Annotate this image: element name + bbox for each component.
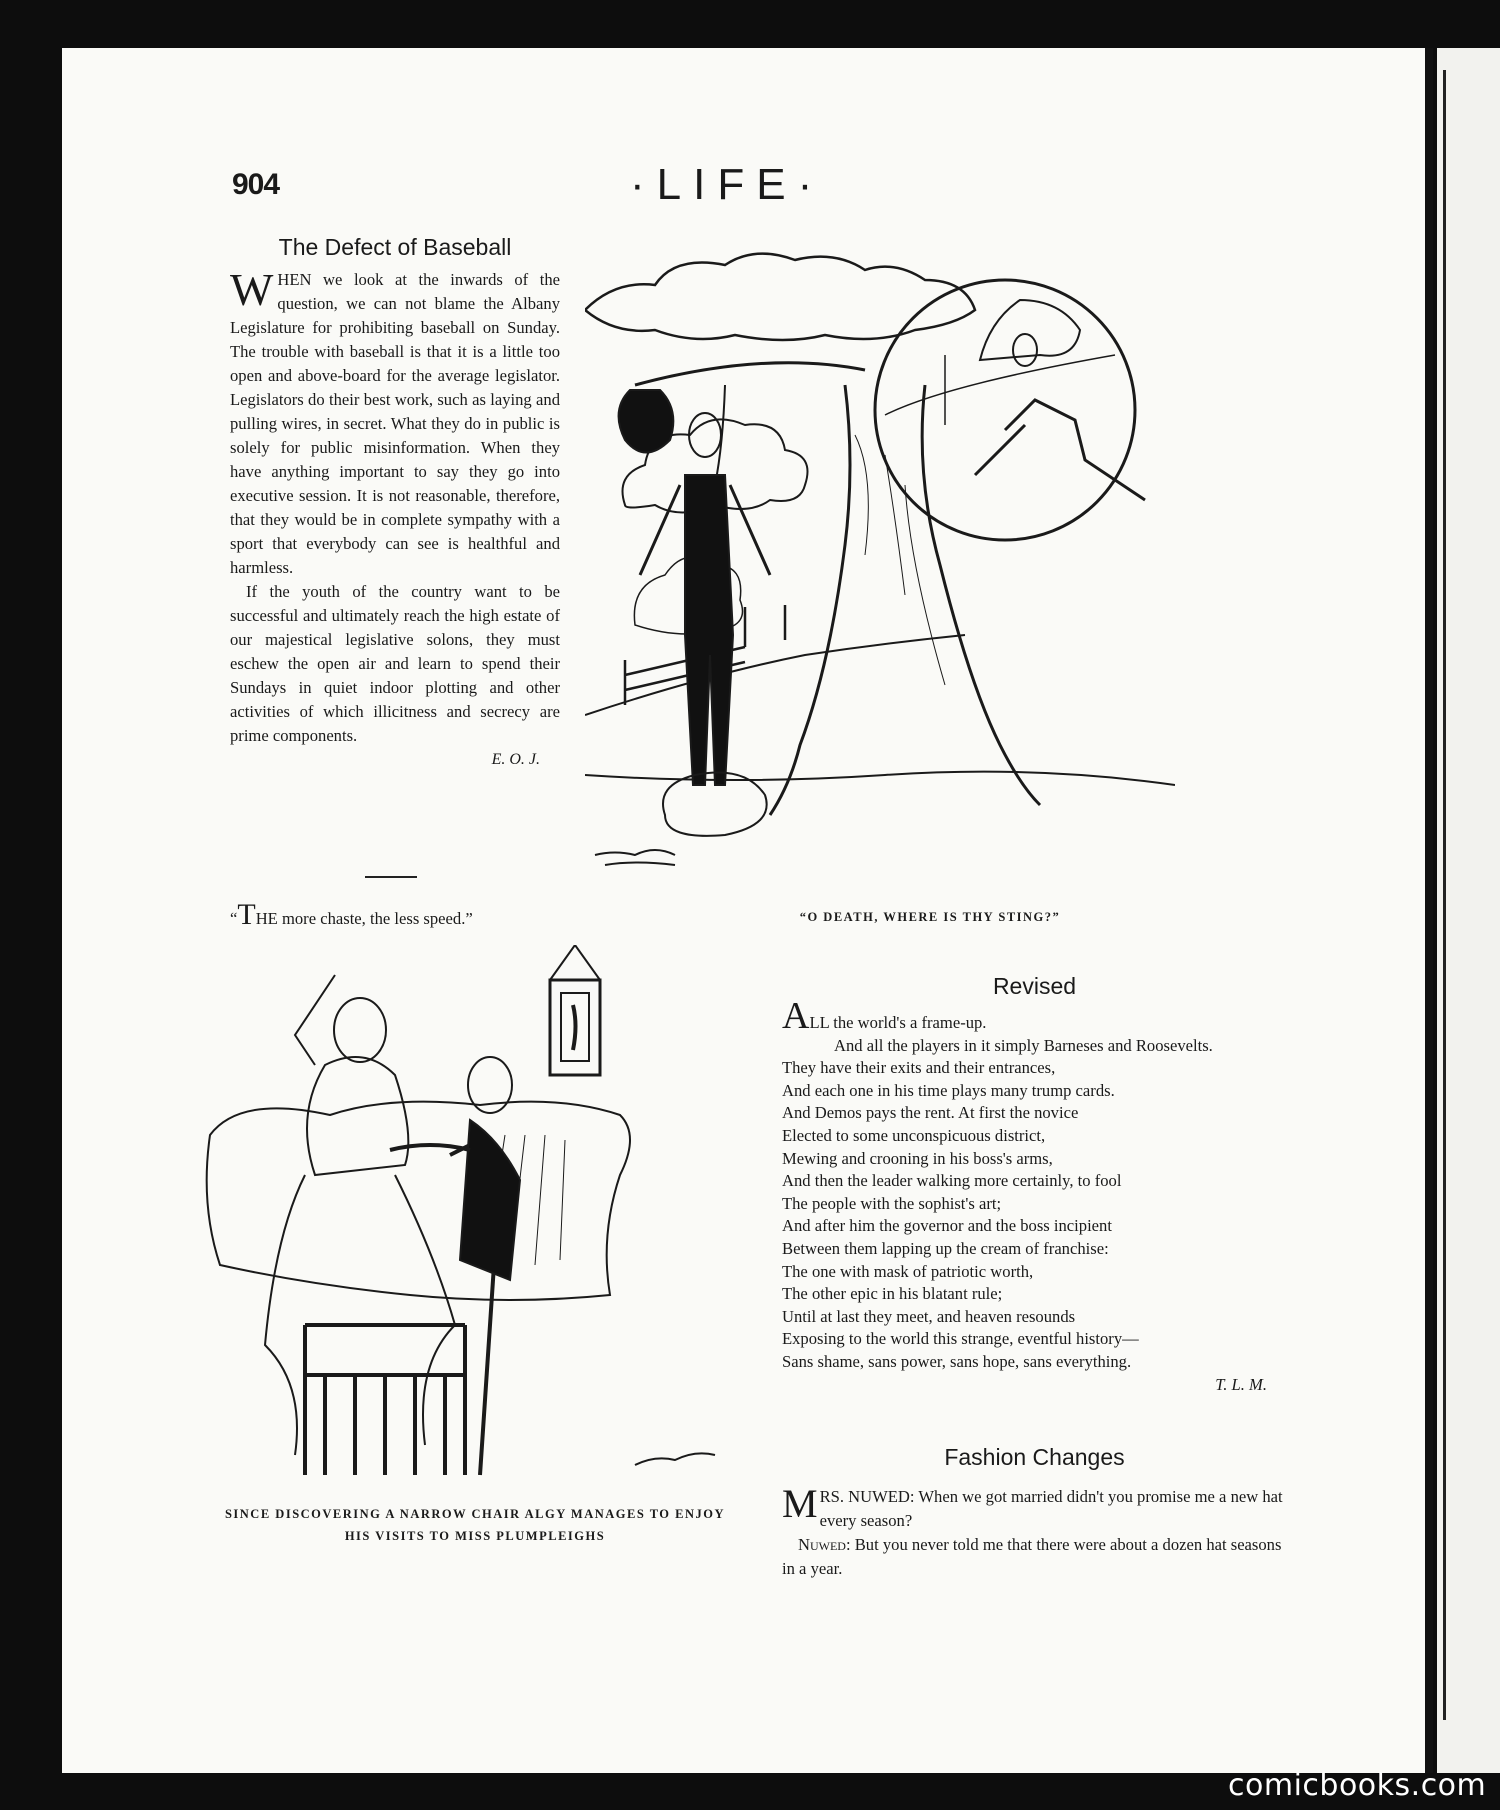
poem-line: And each one in his time plays many trump cards. (782, 1080, 1115, 1100)
page-number: 904 (232, 168, 280, 201)
caption-line: SINCE DISCOVERING A NARROW CHAIR ALGY MANAGES TO ENJOY (224, 1507, 726, 1521)
section-title: Fashion Changes (944, 1444, 1125, 1470)
article-body (230, 264, 560, 772)
quip (230, 898, 473, 932)
article-title: The Defect of Baseball (278, 234, 512, 260)
masthead: ·LIFE· (630, 160, 825, 209)
dialogue-line (782, 1481, 1287, 1533)
poem-title: Revised (992, 973, 1077, 999)
poem-line (782, 995, 1287, 1037)
poem-line: Exposing to the world this strange, eventful history— (782, 1329, 1139, 1349)
poem-line: And after him the governor and the boss incipient (782, 1216, 1112, 1236)
drop-cap: T (237, 898, 256, 931)
gutter-line (1443, 70, 1446, 1720)
article-paragraph: If the youth of the country want to be successful and ultimately reach the high estate of our majestical legislative solons, they must eschew the open air and learn to spend their Sundays in quiet indoor plotting and other activities of which illicitness and secrecy are prime components. (230, 582, 560, 745)
poem-line: The people with the sophist's art; (782, 1193, 1002, 1213)
watermark: comicbooks.com (1228, 1768, 1487, 1803)
quip-text: HE more chaste, the less speed.” (255, 909, 473, 928)
drop-cap: A (782, 995, 810, 1037)
facing-page-strip (1437, 48, 1500, 1773)
poem-line: Between them lapping up the cream of franchise: (782, 1238, 1109, 1258)
page-edge (1425, 48, 1433, 1773)
cartoon-hanging-man (585, 235, 1175, 895)
poem-line: Sans shame, sans power, sans hope, sans everything. (782, 1351, 1132, 1371)
dialogue-text: But you never told me that there were about a dozen hat seasons in a year. (782, 1535, 1282, 1578)
drop-cap: W (230, 264, 274, 315)
cartoon-narrow-chair (205, 945, 745, 1485)
poem-line: Mewing and crooning in his boss's arms, (782, 1148, 1053, 1168)
poem-line: And Demos pays the rent. At first the novice (782, 1103, 1079, 1123)
paragraph-text: HEN we look at the inwards of the question, we can not blame the Albany Legislature for prohibiting baseball on Sunday. The trouble with baseball is that it is a little too open and above-board for the average legislator. Legislators do their best work, such as laying and pulling wires, in secret. What they do in public is solely for public misinformation. When they have anything important to say they go into executive session. It is not reasonable, therefore, that they would be in complete sympathy with a sport that everybody can see is healthful and harmless. (230, 270, 560, 577)
poem-line: Until at last they meet, and heaven resounds (782, 1306, 1076, 1326)
poem-line: And all the players in it simply Barneses and Roosevelts. (834, 1035, 1213, 1055)
article-paragraph (230, 264, 560, 580)
poem-body (782, 995, 1287, 1396)
cartoon-caption: “O DEATH, WHERE IS THY STING?” (799, 910, 1061, 924)
caption-line: HIS VISITS TO MISS PLUMPLEIGHS (344, 1529, 606, 1543)
dialogue-text: When we got married didn't you promise me a new hat every season? (819, 1487, 1283, 1530)
cartoon-caption (195, 1503, 755, 1547)
drop-cap: M (782, 1481, 818, 1526)
poem-line: And then the leader walking more certainly, to fool (782, 1171, 1122, 1191)
open-quote: “ (230, 909, 238, 928)
divider-rule (365, 876, 417, 878)
poem-text: LL the world's a frame-up. (809, 1013, 987, 1032)
dialogue-line (782, 1533, 1287, 1581)
poem-line: The one with mask of patriotic worth, (782, 1261, 1034, 1281)
poem-signature: T. L. M. (1215, 1374, 1267, 1394)
speaker: RS. NUWED: (819, 1487, 915, 1506)
poem-line: Elected to some unconspicuous district, (782, 1125, 1046, 1145)
article-signature: E. O. J. (491, 751, 540, 768)
poem-lines (782, 1057, 1287, 1373)
speaker: Nuwed: (798, 1535, 851, 1554)
poem-line: The other epic in his blatant rule; (782, 1284, 1003, 1304)
fashion-dialogue (782, 1481, 1287, 1581)
poem-line: They have their exits and their entrances, (782, 1058, 1056, 1078)
